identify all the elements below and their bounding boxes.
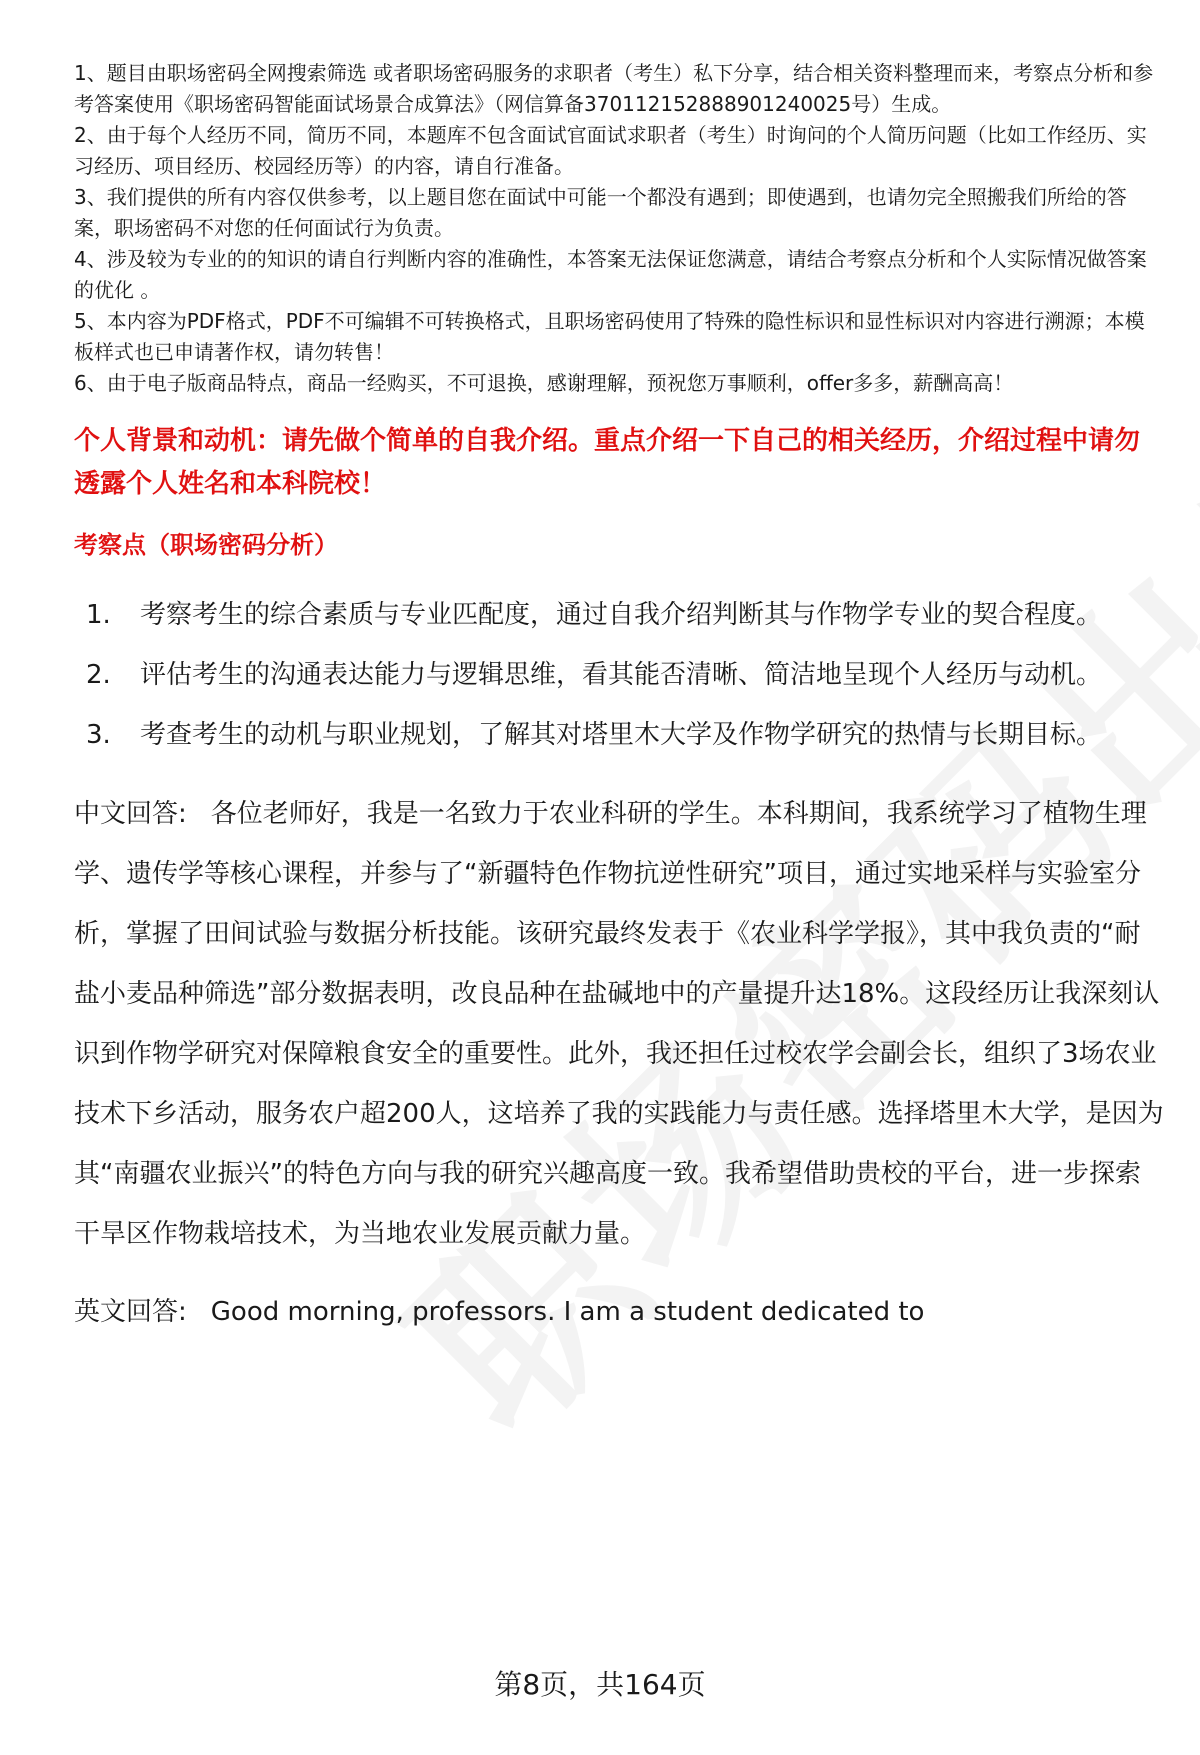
notice-list [74, 58, 1164, 399]
point-text: 考察考生的综合素质与专业匹配度，通过自我介绍判断其与作物学专业的契合程度。 [140, 600, 1103, 630]
notice-item: 1、题目由职场密码全网搜索筛选 或者职场密码服务的求职者（考生）私下分享，结合相关资料整理而来，考察点分析和参考答案使用《职场密码智能面试场景合成算法》（网信算备370112152888901240025号）生成。 [74, 61, 1154, 116]
point-text: 考查考生的动机与职业规划，了解其对塔里木大学及作物学研究的热情与长期目标。 [140, 720, 1103, 750]
notice-item: 4、涉及较为专业的的知识的请自行判断内容的准确性，本答案无法保证您满意，请结合考察点分析和个人实际情况做答案的优化 。 [74, 247, 1147, 302]
point-number: 3. [86, 720, 111, 750]
analysis-point [74, 585, 1164, 645]
notice-item: 6、由于电子版商品特点，商品一经购买，不可退换，感谢理解，预祝您万事顺利，offer多多，薪酬高高！ [74, 371, 1014, 395]
chinese-answer [74, 784, 1164, 1264]
chinese-answer-label: 中文回答: [74, 799, 187, 829]
notice-item: 5、本内容为PDF格式，PDF不可编辑不可转换格式，且职场密码使用了特殊的隐性标识和显性标识对内容进行溯源；本模板样式也已申请著作权，请勿转售！ [74, 309, 1145, 364]
english-answer-text: Good morning, professors. I am a student dedicated to [210, 1297, 925, 1327]
english-answer-label: 英文回答: [74, 1297, 187, 1327]
question-heading: 个人背景和动机：请先做个简单的自我介绍。重点介绍一下自己的相关经历，介绍过程中请勿透露个人姓名和本科院校！ [74, 426, 1141, 499]
analysis-points [74, 585, 1164, 765]
page-number: 第8页，共164页 [494, 1668, 706, 1701]
notice-item: 2、由于每个人经历不同，简历不同，本题库不包含面试官面试求职者（考生）时询问的个人简历问题（比如工作经历、实习经历、项目经历、校园经历等）的内容，请自行准备。 [74, 123, 1147, 178]
point-text: 评估考生的沟通表达能力与逻辑思维，看其能否清晰、简洁地呈现个人经历与动机。 [140, 660, 1103, 690]
chinese-answer-text: 各位老师好，我是一名致力于农业科研的学生。本科期间，我系统学习了植物生理学、遗传学等核心课程，并参与了“新疆特色作物抗逆性研究”项目，通过实地采样与实验室分析，掌握了田间试验与数据分析技能。该研究最终发表于《农业科学学报》，其中我负责的“耐盐小麦品种筛选”部分数据表明，改良品种在盐碱地中的产量提升达18%。这段经历让我深刻认识到作物学研究对保障粮食安全的重要性。此外，我还担任过校农学会副会长，组织了3场农业技术下乡活动，服务农户超200人，这培养了我的实践能力与责任感。选择塔里木大学，是因为其“南疆农业振兴”的特色方向与我的研究兴趣高度一致。我希望借助贵校的平台，进一步探索干旱区作物栽培技术，为当地农业发展贡献力量。 [74, 799, 1164, 1249]
point-number: 2. [86, 660, 111, 690]
analysis-title: 考察点（职场密码分析） [74, 531, 338, 559]
document-page [74, 58, 1164, 1342]
english-answer [74, 1282, 1164, 1342]
analysis-point [74, 705, 1164, 765]
notice-item: 3、我们提供的所有内容仅供参考，以上题目您在面试中可能一个都没有遇到；即使遇到，也请勿完全照搬我们所给的答案，职场密码不对您的任何面试行为负责。 [74, 185, 1127, 240]
analysis-point [74, 645, 1164, 705]
point-number: 1. [86, 600, 111, 630]
